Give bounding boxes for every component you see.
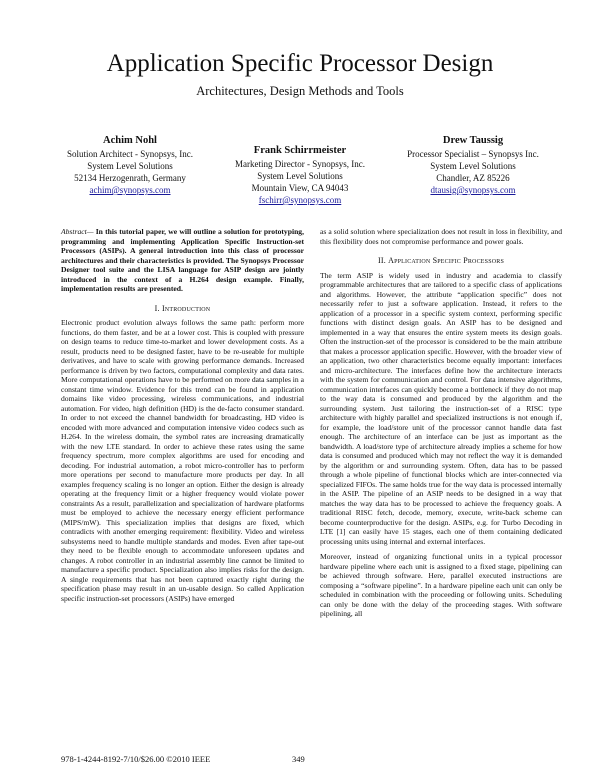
abstract: [61, 227, 304, 294]
body-paragraph: The term ASIP is widely used in industry and academia to classify programmable architectures that are tailored to a specific class of applications and algorithms. However, the attribute “application specific” does not necessarily refer to just a software application. Instead, it refers to the application of a processor in a specific system context, performing specific functions with distinct design goals. An ASIP has to be designed and implemented in a way that ensures the entire system meets its design goals. Often the instruction-set of the processor is considered to be the main attribute that makes a processor application specific. However, with the broader view of an application, two other characteristics become equally important: interfaces and micro-architecture. The interfaces define how the architecture interacts with the system for communication and control. For data intensive algorithms, communication interfaces can quickly become a bottleneck if they do not map to the way data is consumed and produced by the algorithm and the surrounding system. Just tailoring the instruction-set of a RISC type architecture with highly parallel and specialized instructions is not enough if, for example, the load/store unit of the processor cannot handle data fast enough. The architecture of an interface can be just as important as the bandwidth. A load/store type of architecture already implies a scheme for how data is consumed and produced which may not reflect the way it is demanded by the algorithm or and surrounding system. Often, data has to be passed through a whole pipeline of functional blocks which are inter-connected via specialized FIFOs. The same holds true for the way data is processed internally in the ASIP. The pipeline of an ASIP needs to be designed in a way that matches the way data has to be processed to achieve the frequency goals. A traditional RISC fetch, decode, memory, execute, write-back scheme can become counterproductive for the design. ASIPs, e.g. for Turbo Decoding in LTE [1] can easily have 15 stages, each one of them containing dedicated processing units using internal and external interfaces.: [320, 270, 562, 546]
author-org: System Level Solutions: [430, 161, 516, 171]
body-paragraph: Electronic product evolution always follows the same path: perform more functions, do them faster, and be at a lower cost. This is coupled with pressure on design teams to reduce time-to-market and lower development costs. As a result, products need to be designed faster, have to be re-useable for multiple derivatives, and have to scale with growing performance demands. Increased performance is driven by two factors, computational complexity and data rates. More computational operations have to be performed on more data samples in a constant time window. Evidence for this trend can be found in application domains like video processing, wireless communications, and industrial automation. For video, high definition (HD) is the de-facto consumer standard. In order to not exceed the channel bandwidth for broadcasting, HD video is encoded with more advanced and computation intensive video codecs such as H.264. In the wireless domain, the symbol rates are increasing dramatically with the new LTE standard. In order to achieve these rates using the same frequency spectrum, more complex algorithms are used for encoding and decoding. For industrial automation, a robot micro-controller has to perform more operations per second to manufacture more products per day. In all examples frequency scaling is no longer an option. Either the design is already operating at the frequency limit or a higher frequency would violate power constraints As a result, parallelization and specialization of hardware platforms must be employed to achieve the necessary energy efficient performance (MIPS/mW). This specialization implies that designs are fixed, which contradicts with another emerging requirement: flexibility. Video and wireless subsystems need to handle multiple standards and modes. Even after tape-out they need to be flexible enough to accommodate unforeseen updates and changes. A robot controller in an industrial assembly line cannot be limited to manufacture a specific product. Specialization also implies risks for the design. A single requirements that has not been captured exactly right during the specification phase may result in an un-usable design. So called Application specific instruction-set processors (ASIPs) have emerged: [61, 318, 304, 603]
author-name: Achim Nohl: [103, 135, 157, 146]
author-role: Solution Architect - Synopsys, Inc.: [67, 149, 193, 159]
section-heading: [61, 304, 304, 314]
author-block: [383, 135, 563, 196]
author-org: System Level Solutions: [87, 161, 173, 171]
author-name: Frank Schirrmeister: [253, 145, 347, 156]
abstract-text: In this tutorial paper, we will outline a solution for prototyping, programming and implementing Application Specific Instruction-set Processors (ASIPs). A general introduction into this class of processor architectures and their characteristics is provided. The Synopsys Processor Designer tool suite and the LISA language for ASIP design are jointly introduced in the context of a H.264 design example. Finally, implementation results are presented.: [61, 227, 304, 293]
author-role: Processor Specialist – Synopsys Inc.: [407, 149, 539, 159]
author-email-link[interactable]: fschirr@synopsys.com: [258, 195, 342, 205]
author-role: Marketing Director - Synopsys, Inc.: [235, 159, 365, 169]
section-title: Application Specific Processors: [388, 256, 505, 265]
author-address: Chandler, AZ 85226: [436, 173, 510, 183]
author-email-link[interactable]: dtausig@synopsys.com: [430, 185, 516, 195]
left-column: [61, 227, 304, 603]
paper-title: Application Specific Processor Design: [106, 50, 494, 77]
author-email-link[interactable]: achim@synopsys.com: [89, 185, 171, 195]
section-number: I.: [154, 303, 160, 313]
section-heading: [320, 256, 562, 266]
section-number: II.: [377, 256, 386, 265]
paper-subtitle: Architectures, Design Methods and Tools: [196, 84, 404, 98]
abstract-label: Abstract—: [61, 227, 94, 236]
right-column: [320, 227, 562, 619]
body-paragraph: Moreover, instead of organizing functional units in a typical processor hardware pipeline where each unit is assigned to a fixed stage, pipelining can be achieved through software. Here, parallel executed instructions are composing a “software pipeline”. In a hardware pipeline each unit can only be scheduled in combination with the proceeding or following units. Scheduling can only be done with the delay of the proceeding stages. With software pipelining, all: [320, 552, 562, 618]
author-address: 52134 Herzogenrath, Germany: [74, 173, 186, 183]
author-block: [215, 145, 385, 206]
page-number: 349: [292, 754, 305, 764]
body-paragraph: as a solid solution where specialization does not result in loss in flexibility, and this flexibility does not compromise performance and power goals.: [320, 227, 562, 246]
section-title: Introduction: [161, 303, 211, 313]
author-address: Mountain View, CA 94043: [251, 183, 349, 193]
author-block: [40, 135, 220, 196]
author-name: Drew Taussig: [442, 135, 504, 146]
footer-copyright: 978-1-4244-8192-7/10/$26.00 ©2010 IEEE: [61, 754, 211, 764]
author-org: System Level Solutions: [257, 171, 343, 181]
